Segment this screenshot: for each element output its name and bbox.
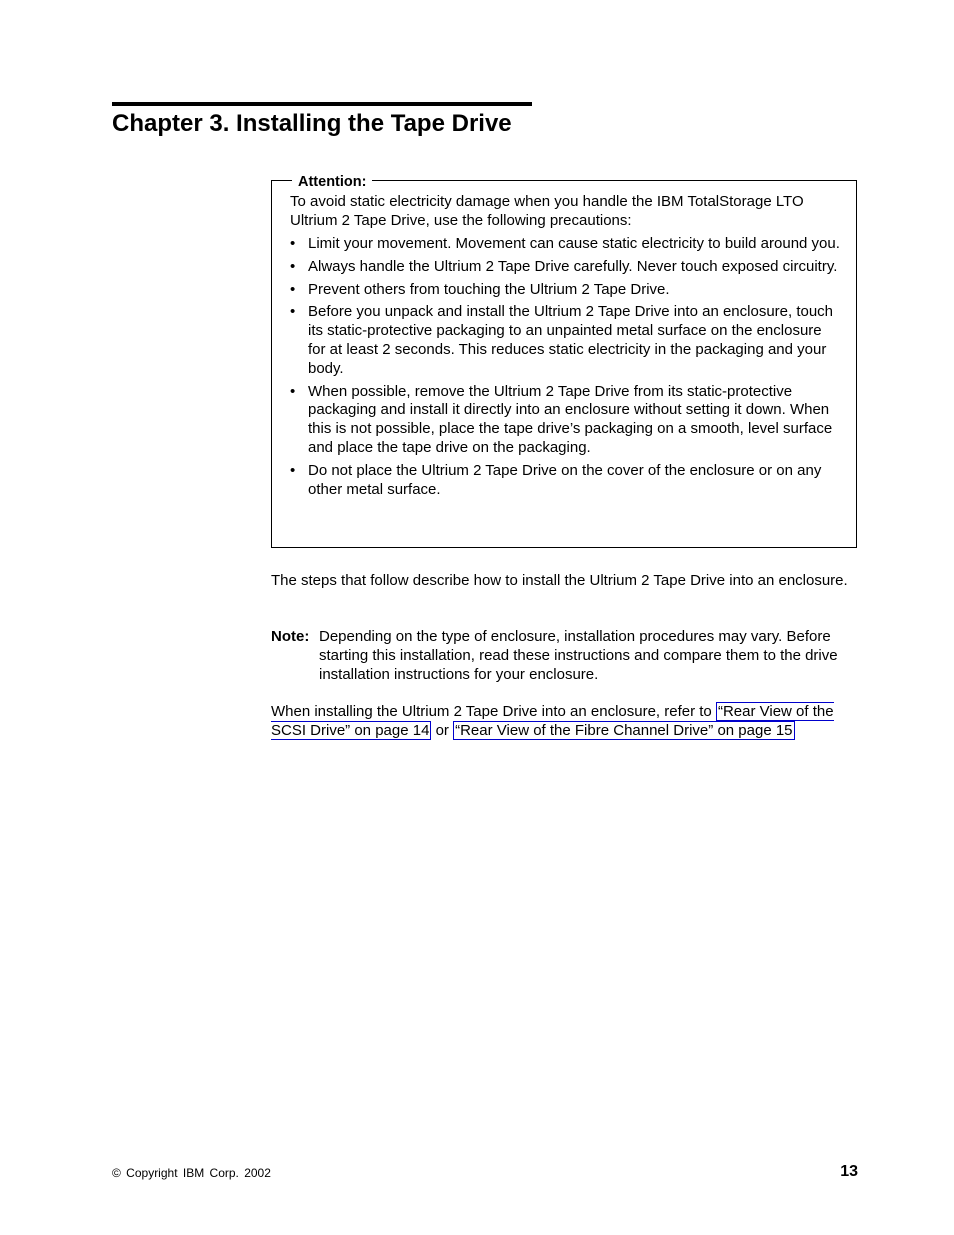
chapter-rule <box>112 102 532 106</box>
note-text: Depending on the type of enclosure, installation procedures may vary. Before starting this installation, read these instructions and compare them to the drive installation instructions for your enclosure. <box>319 628 838 683</box>
precaution-list <box>272 235 856 503</box>
bullet-mark: • <box>290 235 296 252</box>
bullet-mark: • <box>290 461 296 479</box>
bullet-mark: • <box>290 280 296 298</box>
note-label: Note: <box>271 628 310 645</box>
list-item <box>272 462 856 500</box>
refer-prefix: When installing the Ultrium 2 Tape Drive into an enclosure, refer to <box>271 703 716 720</box>
bullet-mark: • <box>290 303 296 321</box>
bullet-mark: • <box>290 257 296 275</box>
list-item-text: Before you unpack and install the Ultrium 2 Tape Drive into an enclosure, touch its static-protective packaging to an unpainted metal surface on the enclosure for at least 2 seconds. This reduces static electricity in the packaging and your body. <box>308 303 834 377</box>
attention-intro: To avoid static electricity damage when you handle the IBM TotalStorage LTO Ultrium 2 Tape Drive, use the following precautions: <box>290 193 804 229</box>
list-item <box>272 303 856 378</box>
list-item <box>272 235 856 254</box>
chapter-title: Chapter 3. Installing the Tape Drive <box>112 110 512 137</box>
list-item-text: Limit your movement. Movement can cause static electricity to build around you. <box>308 235 840 252</box>
steps-intro: The steps that follow describe how to install the Ultrium 2 Tape Drive into an enclosure. <box>271 572 848 589</box>
note-block <box>271 628 861 684</box>
refer-middle: or <box>431 721 454 739</box>
rear-view-scsi-link[interactable]: “Rear View of the SCSI Drive” on page 14 <box>271 703 834 739</box>
list-item-text: Do not place the Ultrium 2 Tape Drive on the cover of the enclosure or on any other metal surface. <box>308 461 822 498</box>
attention-box <box>271 174 857 548</box>
refer-paragraph <box>271 703 861 741</box>
attention-label: Attention: <box>292 173 372 191</box>
page-number: 13 <box>840 1163 858 1180</box>
list-item <box>272 383 856 458</box>
list-item-text: Always handle the Ultrium 2 Tape Drive carefully. Never touch exposed circuitry. <box>308 257 838 275</box>
list-item-text: Prevent others from touching the Ultrium 2 Tape Drive. <box>308 280 670 298</box>
rear-view-fibre-link[interactable]: “Rear View of the Fibre Channel Drive” on page 15 <box>455 721 793 739</box>
bullet-mark: • <box>290 382 296 400</box>
list-item <box>272 258 856 277</box>
list-item <box>272 281 856 300</box>
footer-copyright: © Copyright IBM Corp. 2002 <box>112 1166 271 1180</box>
list-item-text: When possible, remove the Ultrium 2 Tape Drive from its static-protective packaging and install it directly into an enclosure without setting it down. When this is not possible, place the tape drive’s packaging on a smooth, level surface and place the tape drive on the packaging. <box>308 382 833 456</box>
